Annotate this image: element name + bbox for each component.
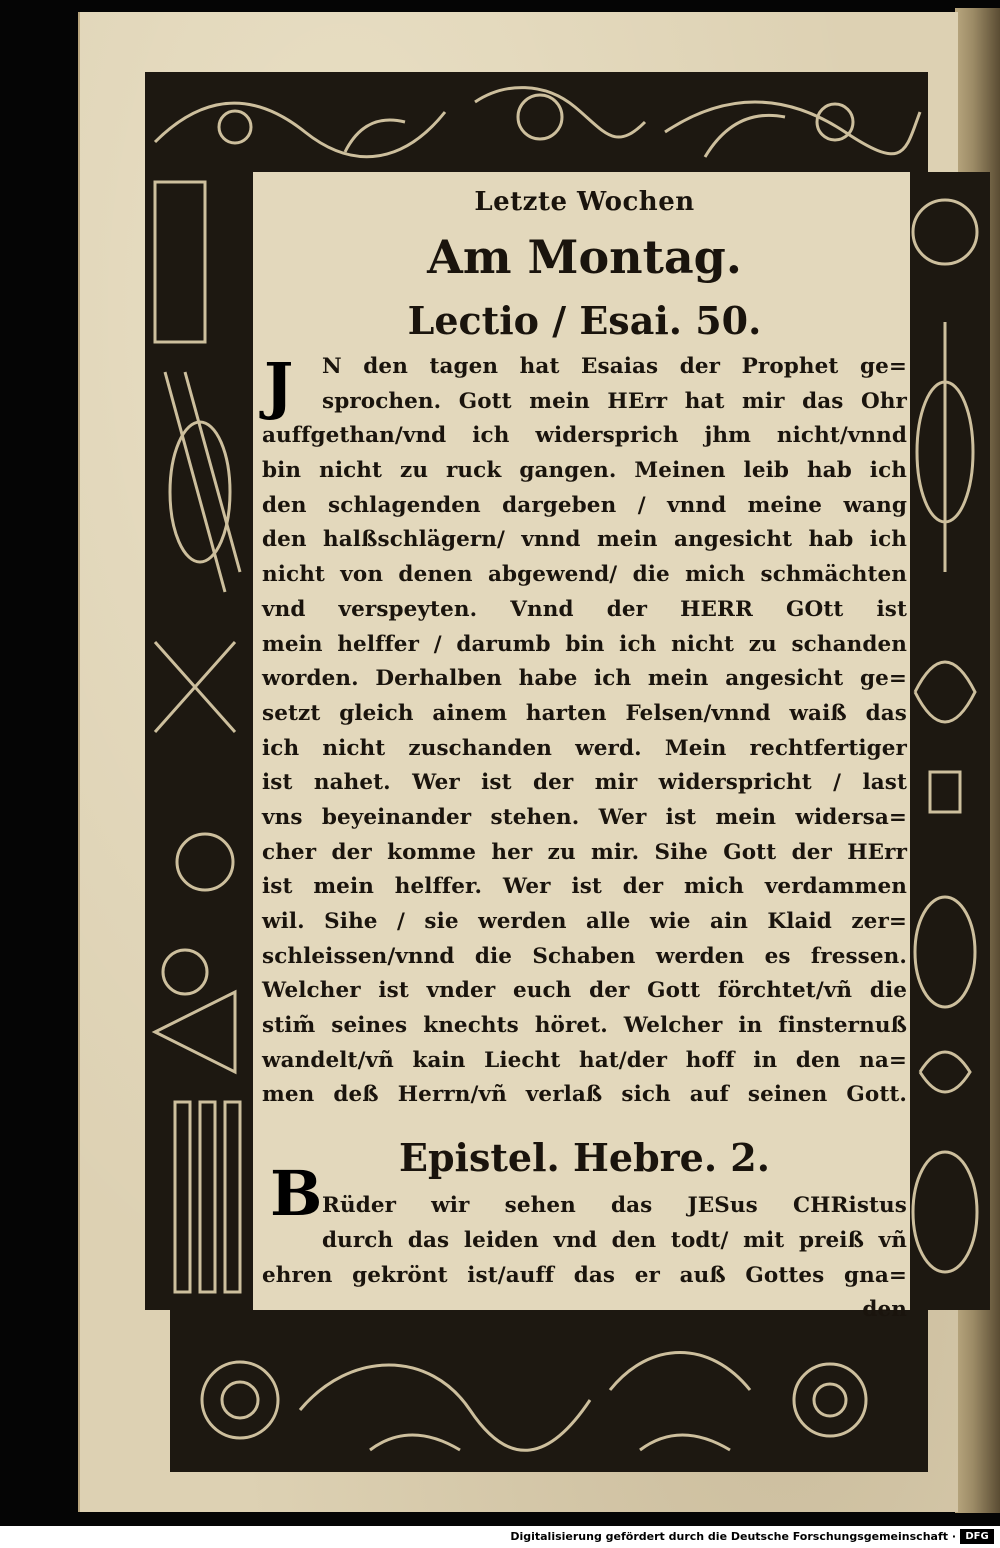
text-line: wil. Sihe / sie werden alle wie ain Klaid zer=: [262, 909, 907, 934]
day-title: Am Montag.: [427, 230, 742, 284]
text-line: stim̃ seines knechts höret. Welcher in finsternuß: [262, 1013, 907, 1039]
epistel-text: [262, 1189, 907, 1328]
text-line: sprochen. Gott mein HErr hat mir das Ohr: [322, 388, 907, 414]
text-line: mein helffer / darumb bin ich nicht zu schanden: [262, 631, 907, 657]
catchword: den: [862, 1297, 907, 1323]
text-line: cher der komme her zu mir. Sihe Gott der HErr: [262, 839, 907, 865]
text-line: auffgethan/vnd ich widersprich jhm nicht/vnnd: [262, 423, 907, 449]
woodcut-border-bottom: [170, 1310, 928, 1472]
drop-cap-lectio: J: [264, 349, 294, 422]
text-line: bin nicht zu ruck gangen. Meinen leib hab ich: [262, 458, 907, 484]
page-text: [262, 178, 907, 1328]
woodcut-border-top: [145, 72, 928, 172]
text-line: setzt gleich ainem harten Felsen/vnnd waiß das: [262, 700, 907, 726]
funding-credit: Digitalisierung gefördert durch die Deutsche Forschungsgemeinschaft ·: [510, 1530, 956, 1543]
text-line: wandelt/vñ kain Liecht hat/der hoff in den na=: [262, 1047, 907, 1073]
lectio-heading: Lectio / Esai. 50.: [407, 298, 762, 343]
text-line: schleissen/vnnd die Schaben werden es fressen.: [262, 943, 907, 969]
text-line: vns beyeinander stehen. Wer ist mein widersa=: [262, 804, 907, 830]
text-line: Rüder wir sehen das JESus CHRistus: [322, 1193, 907, 1219]
woodcut-border-left: [145, 172, 253, 1310]
text-line: men deß Herrn/vñ verlaß sich auf seinen Gott.: [262, 1082, 907, 1108]
text-line: ehren gekrönt ist/auff das er auß Gottes gna=: [262, 1262, 907, 1288]
text-line: ist mein helffer. Wer ist der mich verdammen: [262, 874, 907, 900]
text-line: Welcher ist vnder euch der Gott förchtet/vñ die: [262, 978, 907, 1004]
text-line: nicht von denen abgewend/ die mich schmächten: [262, 562, 907, 588]
drop-cap-epistel: B: [270, 1157, 323, 1230]
text-line: den halßschlägern/ vnnd mein angesicht hab ich: [262, 527, 907, 553]
text-line: vnd verspeyten. Vnnd der HERR GOtt ist: [262, 596, 907, 622]
text-line: durch das leiden vnd den todt/ mit preiß vñ: [322, 1227, 907, 1253]
text-line: worden. Derhalben habe ich mein angesicht ge=: [262, 666, 907, 692]
text-line: den schlagenden dargeben / vnnd meine wang: [262, 492, 907, 518]
dfg-logo: DFG: [960, 1529, 994, 1544]
woodcut-border-right: [900, 172, 990, 1310]
lectio-text: [262, 350, 907, 1113]
running-heading: Letzte Wochen: [474, 187, 695, 217]
text-line: ich nicht zuschanden werd. Mein rechtfertiger: [262, 735, 907, 761]
text-line: N den tagen hat Esaias der Prophet ge=: [322, 354, 907, 379]
epistel-heading: Epistel. Hebre. 2.: [399, 1135, 770, 1181]
text-line: ist nahet. Wer ist der mir widerspricht / last: [262, 770, 907, 796]
